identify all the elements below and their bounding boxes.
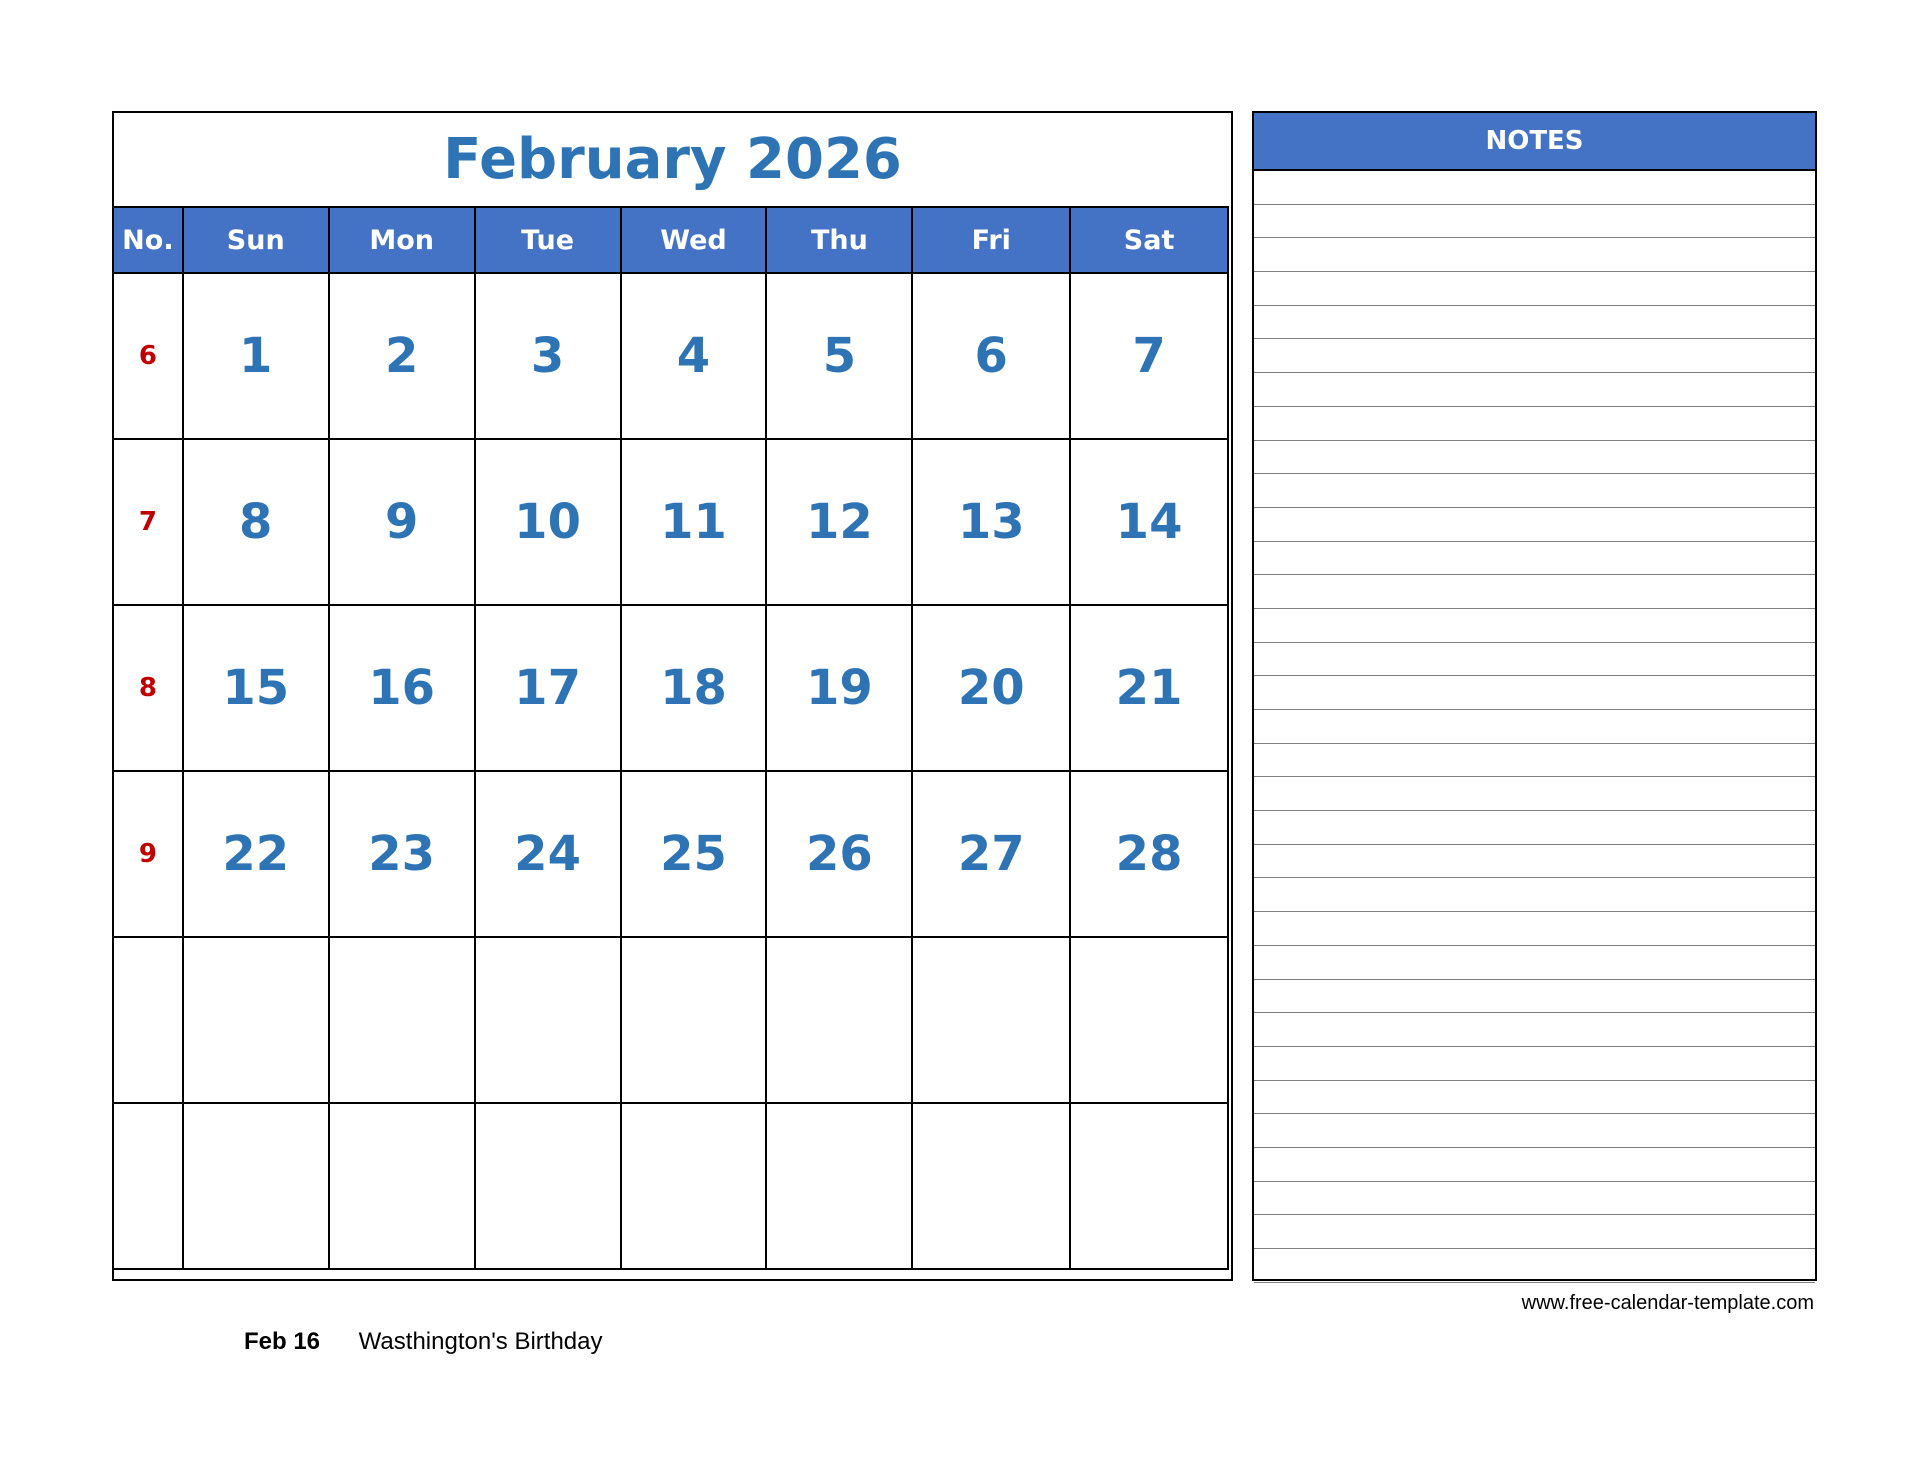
- weekday-header-row: [113, 207, 1228, 273]
- day-cell[interactable]: 8: [183, 439, 329, 605]
- day-cell-empty[interactable]: [183, 937, 329, 1103]
- day-cell[interactable]: 10: [475, 439, 621, 605]
- holiday-date: Feb 16: [244, 1328, 321, 1355]
- website-url: www.free-calendar-template.com: [1521, 1292, 1814, 1314]
- weekday-header: Sat: [1070, 207, 1228, 273]
- day-cell-empty[interactable]: [1070, 1103, 1228, 1269]
- calendar-title: February 2026: [443, 127, 902, 192]
- week-row: [113, 771, 1228, 937]
- note-line[interactable]: [1254, 878, 1815, 912]
- note-line[interactable]: [1254, 1047, 1815, 1081]
- day-cell[interactable]: 28: [1070, 771, 1228, 937]
- day-cell[interactable]: 15: [183, 605, 329, 771]
- day-cell[interactable]: 26: [766, 771, 912, 937]
- day-cell[interactable]: 4: [621, 273, 767, 439]
- holiday-name: Wasthington's Birthday: [358, 1328, 603, 1355]
- day-cell[interactable]: 11: [621, 439, 767, 605]
- day-cell[interactable]: 7: [1070, 273, 1228, 439]
- note-line[interactable]: [1254, 946, 1815, 980]
- notes-panel: [1252, 111, 1817, 1281]
- day-cell-empty[interactable]: [912, 937, 1070, 1103]
- day-cell-empty[interactable]: [912, 1103, 1070, 1269]
- note-line[interactable]: [1254, 845, 1815, 879]
- calendar-table: [112, 206, 1229, 1270]
- day-cell-empty[interactable]: [183, 1103, 329, 1269]
- week-row: [113, 937, 1228, 1103]
- day-cell[interactable]: 25: [621, 771, 767, 937]
- note-line[interactable]: [1254, 609, 1815, 643]
- day-cell-empty[interactable]: [475, 1103, 621, 1269]
- day-cell-empty[interactable]: [766, 1103, 912, 1269]
- day-cell[interactable]: 19: [766, 605, 912, 771]
- day-cell[interactable]: 13: [912, 439, 1070, 605]
- week-number: 7: [113, 439, 183, 605]
- note-line[interactable]: [1254, 575, 1815, 609]
- note-line[interactable]: [1254, 306, 1815, 340]
- day-cell[interactable]: 6: [912, 273, 1070, 439]
- week-number: 9: [113, 771, 183, 937]
- week-row: [113, 273, 1228, 439]
- holiday-entry: [244, 1328, 602, 1356]
- day-cell-empty[interactable]: [621, 937, 767, 1103]
- day-cell[interactable]: 22: [183, 771, 329, 937]
- day-cell[interactable]: 16: [329, 605, 475, 771]
- note-line[interactable]: [1254, 339, 1815, 373]
- note-line[interactable]: [1254, 777, 1815, 811]
- day-cell[interactable]: 3: [475, 273, 621, 439]
- week-row: [113, 439, 1228, 605]
- note-line[interactable]: [1254, 643, 1815, 677]
- week-number: 8: [113, 605, 183, 771]
- day-cell[interactable]: 21: [1070, 605, 1228, 771]
- weekday-header: Mon: [329, 207, 475, 273]
- weekday-header: Sun: [183, 207, 329, 273]
- day-cell-empty[interactable]: [1070, 937, 1228, 1103]
- note-line[interactable]: [1254, 676, 1815, 710]
- weekday-header: Tue: [475, 207, 621, 273]
- note-line[interactable]: [1254, 171, 1815, 205]
- note-line[interactable]: [1254, 373, 1815, 407]
- day-cell[interactable]: 23: [329, 771, 475, 937]
- week-row: [113, 1103, 1228, 1269]
- note-line[interactable]: [1254, 1114, 1815, 1148]
- note-line[interactable]: [1254, 1182, 1815, 1216]
- note-line[interactable]: [1254, 1013, 1815, 1047]
- note-line[interactable]: [1254, 441, 1815, 475]
- notes-title: NOTES: [1254, 113, 1815, 171]
- note-line[interactable]: [1254, 238, 1815, 272]
- day-cell[interactable]: 9: [329, 439, 475, 605]
- day-cell-empty[interactable]: [621, 1103, 767, 1269]
- day-cell[interactable]: 5: [766, 273, 912, 439]
- day-cell[interactable]: 17: [475, 605, 621, 771]
- week-number-header: No.: [113, 207, 183, 273]
- note-line[interactable]: [1254, 1249, 1815, 1283]
- note-line[interactable]: [1254, 542, 1815, 576]
- week-row: [113, 605, 1228, 771]
- note-line[interactable]: [1254, 205, 1815, 239]
- day-cell-empty[interactable]: [329, 937, 475, 1103]
- day-cell[interactable]: 27: [912, 771, 1070, 937]
- note-line[interactable]: [1254, 1081, 1815, 1115]
- day-cell[interactable]: 20: [912, 605, 1070, 771]
- day-cell[interactable]: 14: [1070, 439, 1228, 605]
- note-line[interactable]: [1254, 811, 1815, 845]
- weekday-header: Thu: [766, 207, 912, 273]
- day-cell[interactable]: 24: [475, 771, 621, 937]
- day-cell[interactable]: 2: [329, 273, 475, 439]
- note-line[interactable]: [1254, 1148, 1815, 1182]
- day-cell-empty[interactable]: [766, 937, 912, 1103]
- note-line[interactable]: [1254, 744, 1815, 778]
- note-line[interactable]: [1254, 980, 1815, 1014]
- day-cell[interactable]: 12: [766, 439, 912, 605]
- note-line[interactable]: [1254, 912, 1815, 946]
- note-line[interactable]: [1254, 407, 1815, 441]
- week-number: 6: [113, 273, 183, 439]
- day-cell[interactable]: 1: [183, 273, 329, 439]
- note-line[interactable]: [1254, 1215, 1815, 1249]
- calendar-grid: [112, 111, 1233, 1281]
- day-cell-empty[interactable]: [329, 1103, 475, 1269]
- note-line[interactable]: [1254, 710, 1815, 744]
- note-line[interactable]: [1254, 272, 1815, 306]
- day-cell[interactable]: 18: [621, 605, 767, 771]
- week-number: [113, 937, 183, 1103]
- week-number: [113, 1103, 183, 1269]
- note-line[interactable]: [1254, 474, 1815, 508]
- weekday-header: Wed: [621, 207, 767, 273]
- day-cell-empty[interactable]: [475, 937, 621, 1103]
- note-line[interactable]: [1254, 508, 1815, 542]
- weekday-header: Fri: [912, 207, 1070, 273]
- notes-lines[interactable]: [1254, 171, 1815, 1283]
